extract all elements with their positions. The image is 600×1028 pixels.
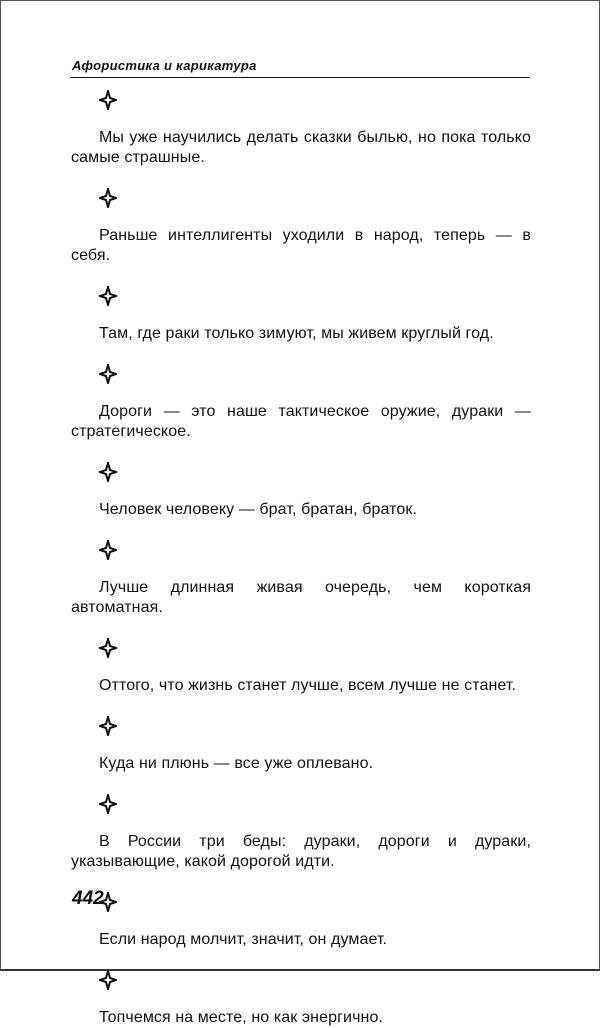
four-point-star-icon [71,286,531,306]
aphorism: Там, где раки только зимуют, мы живем круглый год. [99,325,494,342]
four-point-star-icon [71,90,531,110]
aphorism: Раньше интеллигенты уходили в народ, теперь — в себя. [71,227,531,264]
running-title: Афористика и карикатура [72,58,257,73]
four-point-star-icon [71,462,531,482]
four-point-star-icon [71,364,531,384]
aphorism: Оттого, что жизнь станет лучше, всем лучше не станет. [99,677,517,694]
aphorism: Топчемся на месте, но как энергично. [99,1009,384,1026]
four-point-star-icon [71,794,531,814]
aphorism: Дороги — это наше тактическое оружие, дураки — стратегическое. [71,403,531,440]
aphorism: Человек человеку — брат, братан, браток. [99,501,418,518]
four-point-star-icon [71,188,531,208]
four-point-star-icon [71,540,531,560]
four-point-star-icon [71,638,531,658]
aphorism: Куда ни плюнь — все уже оплевано. [99,755,374,772]
aphorism: Если народ молчит, значит, он думает. [99,931,388,948]
aphorism: Лучше длинная живая очередь, чем короткая автоматная. [71,579,531,616]
four-point-star-icon [71,892,531,912]
aphorism: В России три беды: дураки, дороги и дураки, указывающие, какой дорогой идти. [71,833,531,870]
aphorism: Мы уже научились делать сказки былью, но пока только самые страшные. [71,129,531,166]
four-point-star-icon [71,716,531,736]
aphorism-list [71,90,531,1028]
header-rule [70,77,530,78]
four-point-star-icon [71,970,531,990]
page-number: 442 [72,888,104,909]
